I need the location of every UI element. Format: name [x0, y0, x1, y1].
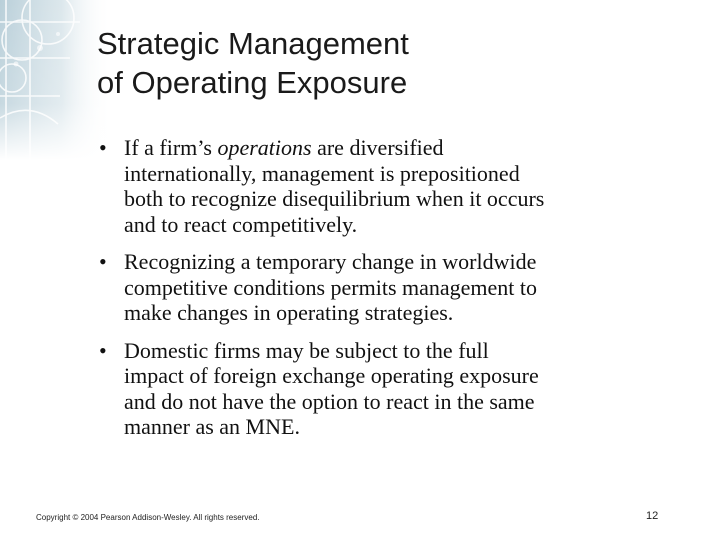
bullet-text-line — [124, 300, 679, 326]
slide-title — [97, 24, 409, 102]
bullet-text-line — [124, 414, 679, 440]
emphasized-text: operations — [217, 135, 312, 160]
bullet-item — [99, 135, 679, 237]
bullet-list — [99, 135, 679, 452]
bullet-text: competitive conditions permits management to — [124, 274, 538, 300]
bullet-marker: • — [99, 249, 107, 274]
bullet-text: If a firm’s — [124, 135, 218, 160]
bullet-text: and to react competitively. — [124, 211, 358, 237]
bullet-text-line — [124, 212, 679, 238]
bullet-text-line — [124, 135, 679, 161]
bullet-text-line — [124, 338, 679, 364]
title-line: of Operating Exposure — [97, 65, 408, 100]
bullet-text-line — [124, 275, 679, 301]
page-number: 12 — [646, 510, 659, 522]
bullet-item — [99, 249, 679, 326]
corner-art — [0, 0, 112, 160]
bullet-text-line — [124, 389, 679, 415]
bullet-marker: • — [99, 337, 107, 363]
bullet-text: are diversified — [311, 135, 444, 160]
bullet-text: impact of foreign exchange operating exposure — [124, 363, 539, 388]
bullet-text: make changes in operating strategies. — [124, 300, 454, 325]
bullet-marker: • — [99, 135, 107, 160]
bullet-text-line — [124, 186, 679, 212]
bullet-text: Domestic firms may be subject to the full — [124, 337, 489, 363]
bullet-text-line — [124, 363, 679, 389]
title-line: Strategic Management — [97, 26, 409, 61]
bullet-text: Recognizing a temporary change in worldwide — [124, 249, 537, 274]
copyright-notice: Copyright © 2004 Pearson Addison-Wesley. All rights reserved. — [36, 513, 260, 522]
bullet-text: manner as an MNE. — [124, 414, 300, 439]
bullet-item — [99, 338, 679, 440]
bullet-text-line — [124, 161, 679, 187]
bullet-text: internationally, management is prepositioned — [124, 160, 520, 186]
bullet-text: and do not have the option to react in the same — [124, 388, 535, 414]
bullet-text: both to recognize disequilibrium when it occurs — [124, 186, 545, 211]
bullet-text-line — [124, 249, 679, 275]
